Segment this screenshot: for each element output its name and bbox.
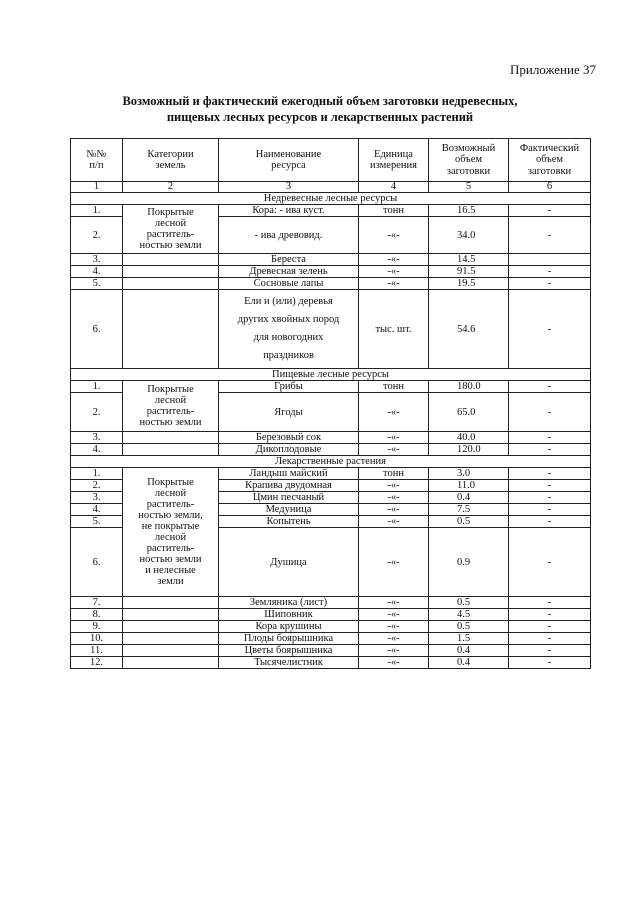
category-empty [123, 597, 219, 609]
table-row [71, 205, 591, 217]
resource-name [219, 290, 359, 369]
actual-volume: - [509, 633, 591, 645]
resource-name-line: Душица [270, 556, 307, 568]
resource-name-line: Медуница [265, 504, 312, 515]
resource-name [219, 528, 359, 597]
category-line: ностью земли, [138, 510, 203, 521]
actual-volume: - [509, 621, 591, 633]
unit-cell: тонн [359, 381, 429, 393]
row-number: 4. [71, 504, 123, 516]
resource-name [219, 205, 359, 217]
actual-volume: - [509, 516, 591, 528]
unit-cell: -«- [359, 657, 429, 669]
category-empty [123, 609, 219, 621]
title-line-2: пищевых лесных ресурсов и лекарственных растений [166, 110, 474, 124]
possible-volume: 14.5 [429, 254, 509, 266]
header-possible: Возможный объем заготовки [429, 139, 509, 182]
category-line: раститель- [146, 406, 195, 417]
unit-cell: -«- [359, 266, 429, 278]
unit-cell: -«- [359, 492, 429, 504]
row-number: 9. [71, 621, 123, 633]
resource-name-line: Ели и (или) деревья [244, 296, 333, 307]
category-cell [123, 468, 219, 597]
table-row [71, 645, 591, 657]
category-empty [123, 254, 219, 266]
resource-name-line: Крапива двудомная [245, 480, 332, 491]
category-line: ностью земли [139, 554, 202, 565]
unit-cell: -«- [359, 444, 429, 456]
table-row [71, 633, 591, 645]
column-number-row [71, 182, 591, 193]
category-cell [123, 205, 219, 254]
category-empty [123, 278, 219, 290]
table-row [71, 278, 591, 290]
document-title [0, 93, 640, 125]
table-row [71, 468, 591, 480]
possible-volume: 0.5 [429, 621, 509, 633]
row-number: 1. [71, 381, 123, 393]
col-number: 6 [509, 182, 591, 193]
header-category: Категории земель [123, 139, 219, 182]
resource-name [219, 657, 359, 669]
actual-volume: - [509, 609, 591, 621]
category-empty [123, 657, 219, 669]
unit-cell: тыс. шт. [359, 290, 429, 369]
possible-volume: 1.5 [429, 633, 509, 645]
col-number: 5 [429, 182, 509, 193]
resource-name-line: Березовый сок [255, 432, 322, 443]
resource-name-line: Кора: - ива куст. [252, 205, 325, 216]
resource-name [219, 266, 359, 278]
possible-volume: 0.5 [429, 597, 509, 609]
resource-name [219, 444, 359, 456]
category-line: раститель- [146, 543, 195, 554]
resource-name [219, 609, 359, 621]
possible-volume: 54.6 [429, 290, 509, 369]
unit-cell: -«- [359, 217, 429, 254]
actual-volume: - [509, 266, 591, 278]
possible-volume: 11.0 [429, 480, 509, 492]
unit-cell: -«- [359, 645, 429, 657]
table-row [71, 444, 591, 456]
resource-name [219, 645, 359, 657]
resource-name-line: Земляника (лист) [249, 597, 328, 608]
category-line: Покрытые [147, 384, 194, 395]
table-row [71, 597, 591, 609]
unit-cell: -«- [359, 480, 429, 492]
possible-volume: 0.4 [429, 492, 509, 504]
section-title: Недревесные лесные ресурсы [71, 193, 591, 205]
resource-name [219, 432, 359, 444]
header-num: №№ п/п [71, 139, 123, 182]
row-number: 3. [71, 254, 123, 266]
category-line: Покрытые [147, 207, 194, 218]
appendix-label: Приложение 37 [509, 62, 596, 77]
unit-cell: -«- [359, 254, 429, 266]
actual-volume: - [509, 657, 591, 669]
resource-name [219, 597, 359, 609]
category-line: земли [157, 576, 184, 587]
actual-volume: - [509, 504, 591, 516]
row-number: 10. [71, 633, 123, 645]
resource-name-line: Кора крушины [255, 621, 322, 632]
category-empty [123, 290, 219, 369]
unit-cell: -«- [359, 597, 429, 609]
resource-name [219, 254, 359, 266]
actual-volume: - [509, 492, 591, 504]
resource-name [219, 504, 359, 516]
resource-name [219, 468, 359, 480]
unit-cell: -«- [359, 633, 429, 645]
row-number: 3. [71, 492, 123, 504]
possible-volume: 0.4 [429, 645, 509, 657]
unit-cell: -«- [359, 516, 429, 528]
category-line: лесной [154, 488, 187, 499]
row-number: 2. [71, 393, 123, 432]
section-title: Лекарственные растения [71, 456, 591, 468]
resource-name [219, 217, 359, 254]
table-row [71, 381, 591, 393]
actual-volume: - [509, 217, 591, 254]
table-row [71, 609, 591, 621]
resource-name-line: Дикоплодовые [255, 444, 322, 455]
row-number: 2. [71, 217, 123, 254]
row-number: 4. [71, 444, 123, 456]
resource-name [219, 480, 359, 492]
table-row [71, 621, 591, 633]
resource-name-line: Плоды боярышника [243, 633, 334, 644]
actual-volume: - [509, 480, 591, 492]
possible-volume: 3.0 [429, 468, 509, 480]
category-line: лесной [154, 395, 187, 406]
row-number: 1. [71, 468, 123, 480]
col-number: 3 [219, 182, 359, 193]
row-number: 11. [71, 645, 123, 657]
resource-name-line: других хвойных пород [237, 314, 340, 325]
resource-name-line: Копытень [266, 516, 311, 527]
category-line: Покрытые [147, 477, 194, 488]
possible-volume: 19.5 [429, 278, 509, 290]
actual-volume: - [509, 393, 591, 432]
actual-volume: - [509, 444, 591, 456]
actual-volume: - [509, 645, 591, 657]
header-actual: Фактический объем заготовки [509, 139, 591, 182]
unit-cell: -«- [359, 504, 429, 516]
category-empty [123, 621, 219, 633]
row-number: 4. [71, 266, 123, 278]
possible-volume: 65.0 [429, 393, 509, 432]
resource-name-line: Грибы [274, 381, 303, 392]
resource-name [219, 633, 359, 645]
actual-volume: - [509, 381, 591, 393]
unit-cell: -«- [359, 621, 429, 633]
resource-name-line: Цветы боярышника [244, 645, 333, 656]
category-line: ностью земли [139, 417, 202, 428]
possible-volume: 0.5 [429, 516, 509, 528]
resource-name-line: Сосновые лапы [253, 278, 324, 289]
resource-name [219, 492, 359, 504]
table-row [71, 432, 591, 444]
resource-name [219, 621, 359, 633]
resource-name [219, 393, 359, 432]
col-number: 2 [123, 182, 219, 193]
resource-name-line: Ландыш майский [249, 468, 328, 479]
possible-volume: 180.0 [429, 381, 509, 393]
possible-volume: 0.4 [429, 657, 509, 669]
header-resource: Наименование ресурса [219, 139, 359, 182]
table-row [71, 657, 591, 669]
resource-name [219, 278, 359, 290]
title-line-1: Возможный и фактический ежегодный объем заготовки недревесных, [122, 94, 518, 108]
resources-table [70, 138, 591, 669]
actual-volume: - [509, 468, 591, 480]
possible-volume: 4.5 [429, 609, 509, 621]
category-line: ностью земли [139, 240, 202, 251]
category-cell [123, 381, 219, 432]
col-number: 1 [71, 182, 123, 193]
row-number: 6. [71, 290, 123, 369]
header-row [71, 139, 591, 182]
resource-name-line: - ива древовид. [254, 229, 323, 241]
row-number: 3. [71, 432, 123, 444]
actual-volume: - [509, 432, 591, 444]
category-line: лесной [154, 532, 187, 543]
row-number: 2. [71, 480, 123, 492]
category-empty [123, 266, 219, 278]
resource-name-line: Шиповник [264, 609, 313, 620]
possible-volume: 16.5 [429, 205, 509, 217]
unit-cell: -«- [359, 393, 429, 432]
category-empty [123, 645, 219, 657]
possible-volume: 34.0 [429, 217, 509, 254]
resource-name-line: для новогодних [253, 332, 324, 343]
unit-cell: -«- [359, 528, 429, 597]
unit-cell: тонн [359, 468, 429, 480]
category-line: раститель- [146, 499, 195, 510]
category-empty [123, 432, 219, 444]
resource-name-line: Древесная зелень [249, 266, 328, 277]
actual-volume: - [509, 205, 591, 217]
actual-volume: - [509, 528, 591, 597]
row-number: 12. [71, 657, 123, 669]
table-row [71, 290, 591, 369]
category-empty [123, 633, 219, 645]
section-header-row [71, 193, 591, 205]
unit-cell: -«- [359, 432, 429, 444]
actual-volume: - [509, 278, 591, 290]
unit-cell: тонн [359, 205, 429, 217]
actual-volume [509, 254, 591, 266]
header-unit: Единица измерения [359, 139, 429, 182]
unit-cell: -«- [359, 609, 429, 621]
category-line: лесной [154, 218, 187, 229]
possible-volume: 0.9 [429, 528, 509, 597]
col-number: 4 [359, 182, 429, 193]
resource-name-line: Тысячелистник [254, 657, 323, 668]
section-header-row [71, 456, 591, 468]
row-number: 5. [71, 278, 123, 290]
resource-name-line: Цмин песчаный [252, 492, 325, 503]
table-row [71, 266, 591, 278]
row-number: 5. [71, 516, 123, 528]
row-number: 7. [71, 597, 123, 609]
section-header-row [71, 369, 591, 381]
section-title: Пищевые лесные ресурсы [71, 369, 591, 381]
category-empty [123, 444, 219, 456]
actual-volume: - [509, 290, 591, 369]
resource-name [219, 381, 359, 393]
category-line: раститель- [146, 229, 195, 240]
category-line: и нелесные [145, 565, 196, 576]
resource-name [219, 516, 359, 528]
possible-volume: 40.0 [429, 432, 509, 444]
row-number: 8. [71, 609, 123, 621]
resource-name-line: Береста [271, 254, 306, 265]
possible-volume: 120.0 [429, 444, 509, 456]
resource-name-line: Ягоды [274, 406, 303, 418]
table-row [71, 254, 591, 266]
possible-volume: 91.5 [429, 266, 509, 278]
row-number: 1. [71, 205, 123, 217]
unit-cell: -«- [359, 278, 429, 290]
row-number: 6. [71, 528, 123, 597]
possible-volume: 7.5 [429, 504, 509, 516]
actual-volume: - [509, 597, 591, 609]
resource-name-line: праздников [263, 350, 314, 361]
category-line: не покрытые [141, 521, 200, 532]
